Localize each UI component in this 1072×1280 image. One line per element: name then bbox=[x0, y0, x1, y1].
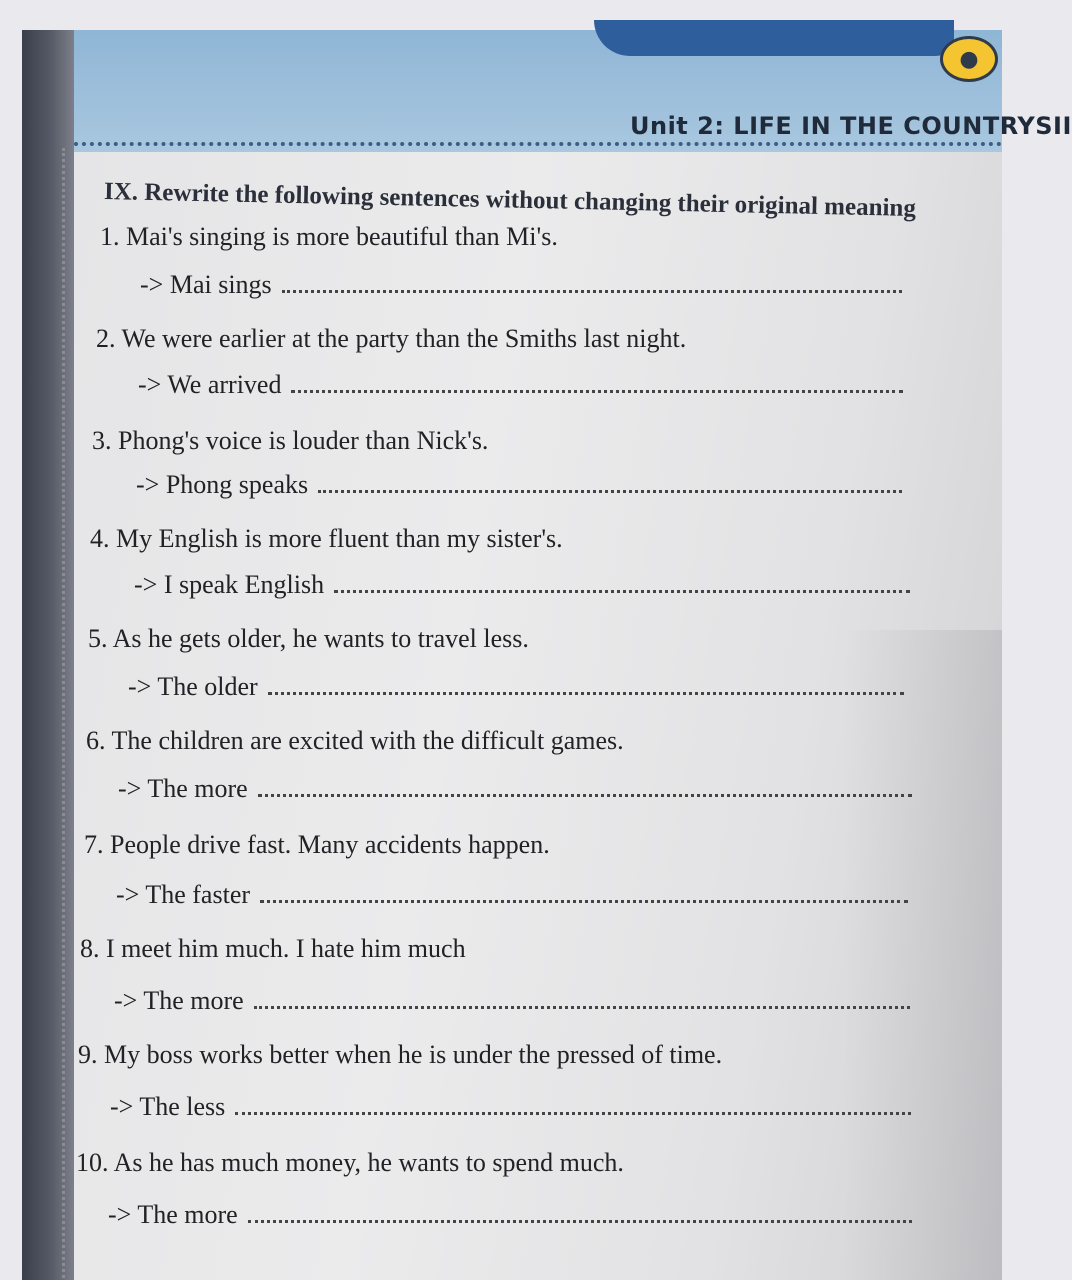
item-number: 10. bbox=[76, 1148, 109, 1177]
answer-blank[interactable] bbox=[235, 1094, 911, 1115]
exercise-prompt-5 bbox=[128, 672, 904, 702]
item-number: 5. bbox=[88, 624, 108, 653]
exercise-item-6 bbox=[86, 726, 624, 756]
prompt-text: -> The more bbox=[114, 986, 244, 1015]
exercise-content bbox=[22, 30, 1002, 1280]
exercise-item-5 bbox=[88, 624, 529, 654]
exercise-item-4 bbox=[90, 524, 563, 554]
prompt-text: -> I speak English bbox=[134, 570, 325, 599]
item-sentence: Phong's voice is louder than Nick's. bbox=[118, 426, 489, 455]
unit-title: Unit 2: LIFE IN THE COUNTRYSII bbox=[630, 112, 1072, 140]
answer-blank[interactable] bbox=[334, 572, 910, 593]
exercise-prompt-9 bbox=[110, 1092, 911, 1122]
answer-blank[interactable] bbox=[260, 882, 908, 903]
answer-blank[interactable] bbox=[254, 988, 910, 1009]
answer-blank[interactable] bbox=[268, 674, 904, 695]
item-sentence: My boss works better when he is under the pressed of time. bbox=[104, 1040, 723, 1069]
item-sentence: My English is more fluent than my sister's. bbox=[116, 524, 563, 553]
exercise-item-1 bbox=[100, 222, 558, 252]
exercise-prompt-8 bbox=[114, 986, 910, 1016]
exercise-prompt-3 bbox=[136, 470, 902, 500]
prompt-text: -> The more bbox=[108, 1200, 238, 1229]
answer-blank[interactable] bbox=[258, 776, 912, 797]
answer-blank[interactable] bbox=[248, 1202, 912, 1223]
item-sentence: People drive fast. Many accidents happen. bbox=[110, 830, 550, 859]
prompt-text: -> Phong speaks bbox=[136, 470, 309, 499]
item-sentence: As he gets older, he wants to travel less. bbox=[112, 624, 529, 653]
exercise-heading: IX. Rewrite the following sentences without changing their original meaning bbox=[103, 178, 917, 223]
item-number: 1. bbox=[100, 222, 120, 251]
prompt-text: -> The faster bbox=[116, 880, 251, 909]
prompt-text: -> The older bbox=[128, 672, 258, 701]
exercise-item-7 bbox=[84, 830, 550, 860]
item-sentence: We were earlier at the party than the Smiths last night. bbox=[121, 324, 687, 353]
exercise-prompt-1 bbox=[140, 270, 902, 300]
prompt-text: -> Mai sings bbox=[140, 270, 272, 299]
prompt-text: -> We arrived bbox=[138, 370, 282, 399]
item-sentence: Mai's singing is more beautiful than Mi's. bbox=[126, 222, 558, 251]
prompt-text: -> The less bbox=[110, 1092, 226, 1121]
answer-blank[interactable] bbox=[318, 472, 902, 493]
exercise-prompt-2 bbox=[138, 370, 903, 400]
item-sentence: As he has much money, he wants to spend much. bbox=[113, 1148, 624, 1177]
textbook-page bbox=[22, 30, 1072, 1280]
answer-blank[interactable] bbox=[282, 272, 902, 293]
badge-icon: ● bbox=[940, 36, 998, 82]
item-sentence: I meet him much. I hate him much bbox=[106, 934, 466, 963]
answer-blank[interactable] bbox=[291, 372, 903, 393]
item-number: 2. bbox=[96, 324, 116, 353]
item-number: 8. bbox=[80, 934, 100, 963]
exercise-item-9 bbox=[78, 1040, 722, 1070]
item-number: 3. bbox=[92, 426, 112, 455]
prompt-text: -> The more bbox=[118, 774, 248, 803]
exercise-prompt-6 bbox=[118, 774, 912, 804]
exercise-item-10 bbox=[76, 1148, 624, 1178]
exercise-item-2 bbox=[96, 324, 686, 354]
item-sentence: The children are excited with the difficult games. bbox=[111, 726, 624, 755]
item-number: 7. bbox=[84, 830, 104, 859]
exercise-prompt-10 bbox=[108, 1200, 912, 1230]
item-number: 4. bbox=[90, 524, 110, 553]
exercise-item-8 bbox=[80, 934, 466, 964]
exercise-prompt-7 bbox=[116, 880, 908, 910]
exercise-prompt-4 bbox=[134, 570, 910, 600]
item-number: 6. bbox=[86, 726, 106, 755]
exercise-item-3 bbox=[92, 426, 488, 456]
item-number: 9. bbox=[78, 1040, 98, 1069]
